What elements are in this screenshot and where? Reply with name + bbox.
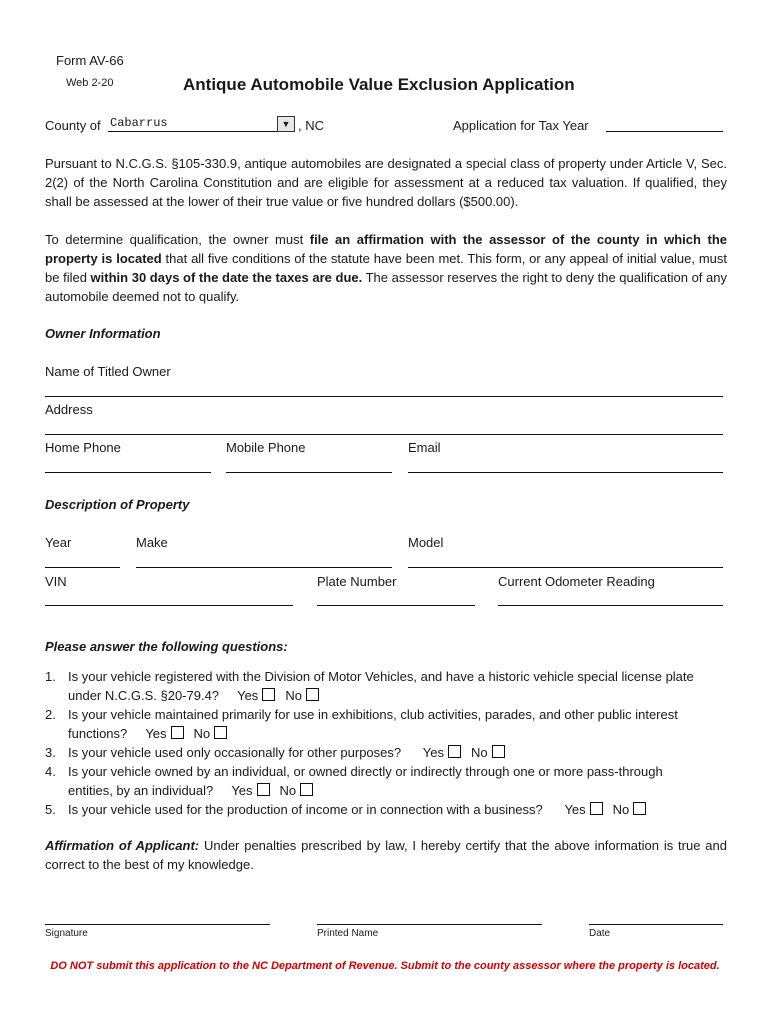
yes-label: Yes [564, 802, 586, 817]
intro-p2-part-c: that all five conditions of the statute have been met. This form, or any appeal of initial value, must be filed [45, 251, 727, 285]
email-label: Email [408, 440, 441, 455]
printed-name-field[interactable] [317, 924, 542, 925]
intro-p2-bold-a: file an affirmation with the assessor of the county in which the property is located [45, 232, 727, 266]
question-5 [45, 800, 735, 819]
question-1 [45, 667, 735, 705]
vin-field[interactable] [45, 605, 293, 606]
mobile-phone-label: Mobile Phone [226, 440, 306, 455]
q5-no-checkbox[interactable] [633, 802, 646, 815]
no-label: No [471, 745, 488, 760]
mobile-phone-field[interactable] [226, 472, 392, 473]
question-4 [45, 762, 735, 800]
q2-no-checkbox[interactable] [214, 726, 227, 739]
page-title: Antique Automobile Value Exclusion Application [183, 75, 575, 94]
no-label: No [279, 783, 297, 798]
footer-notice: DO NOT submit this application to the NC Department of Revenue. Submit to the county assessor where the property is located. [50, 960, 720, 972]
intro-paragraph-1: Pursuant to N.C.G.S. §105-330.9, antique automobiles are designated a special class of property under Article V, Sec. 2(2) of the North Carolina Constitution and are eligible for assessment at a reduced tax valuation. If qualified, they shall be assessed at the lower of their true value or five hundred dollars ($500.00). [45, 156, 727, 209]
email-field[interactable] [408, 472, 723, 473]
odometer-label: Current Odometer Reading [498, 574, 655, 589]
property-heading: Description of Property [45, 497, 190, 512]
county-select[interactable] [108, 116, 295, 132]
tax-year-label: Application for Tax Year [453, 118, 589, 133]
no-label: No [612, 802, 630, 817]
plate-number-field[interactable] [317, 605, 475, 606]
yes-label: Yes [422, 745, 445, 760]
affirmation-paragraph [45, 836, 727, 874]
question-text-cont: under N.C.G.S. §20-79.4? [68, 688, 220, 703]
vin-label: VIN [45, 574, 67, 589]
owner-name-label: Name of Titled Owner [45, 364, 171, 379]
make-field[interactable] [136, 567, 392, 568]
question-number: 4. [45, 764, 56, 779]
signature-field[interactable] [45, 924, 270, 925]
tax-year-field[interactable] [606, 131, 723, 132]
question-number: 5. [45, 802, 56, 817]
q3-no-checkbox[interactable] [492, 745, 505, 758]
question-text: Is your vehicle used for the production of income or in connection with a business? [68, 802, 543, 817]
chevron-down-icon[interactable]: ▼ [277, 116, 295, 132]
question-text-cont: entities, by an individual? [68, 783, 214, 798]
signature-label: Signature [45, 928, 88, 939]
question-text: Is your vehicle registered with the Division of Motor Vehicles, and have a historic vehicle special license plate [68, 669, 694, 684]
home-phone-label: Home Phone [45, 440, 121, 455]
question-text: Is your vehicle used only occasionally for other purposes? [68, 745, 402, 760]
intro-paragraph-2 [45, 230, 727, 306]
intro-p2-part-a: To determine qualification, the owner must [45, 232, 310, 247]
address-field[interactable] [45, 434, 723, 435]
q4-no-checkbox[interactable] [300, 783, 313, 796]
date-field[interactable] [589, 924, 723, 925]
address-label: Address [45, 402, 93, 417]
affirmation-text: Under penalties prescribed by law, I hereby certify that the above information is true and correct to the best of my knowledge. [45, 838, 727, 872]
yes-label: Yes [145, 726, 167, 741]
year-field[interactable] [45, 567, 120, 568]
form-number: Form AV-66 [56, 53, 124, 68]
intro-p2-part-e: The assessor reserves the right to deny the qualification of any automobile deemed not to qualify. [45, 270, 727, 304]
county-suffix: , NC [298, 118, 324, 133]
yes-label: Yes [237, 688, 259, 703]
q2-yes-checkbox[interactable] [171, 726, 184, 739]
questions-heading: Please answer the following questions: [45, 639, 288, 654]
model-field[interactable] [408, 567, 723, 568]
question-3 [45, 743, 735, 762]
question-2 [45, 705, 735, 743]
yes-label: Yes [231, 783, 253, 798]
q1-no-checkbox[interactable] [306, 688, 319, 701]
affirmation-heading: Affirmation of Applicant: [45, 838, 200, 853]
make-label: Make [136, 535, 168, 550]
county-selected-value: Cabarrus [110, 116, 168, 130]
web-version: Web 2-20 [66, 77, 114, 89]
question-number: 2. [45, 707, 56, 722]
question-number: 1. [45, 669, 56, 684]
no-label: No [285, 688, 302, 703]
q4-yes-checkbox[interactable] [257, 783, 270, 796]
county-label: County of [45, 118, 101, 133]
q1-yes-checkbox[interactable] [262, 688, 275, 701]
odometer-field[interactable] [498, 605, 723, 606]
plate-number-label: Plate Number [317, 574, 397, 589]
owner-heading: Owner Information [45, 326, 161, 341]
year-label: Year [45, 535, 72, 550]
home-phone-field[interactable] [45, 472, 211, 473]
question-text-cont: functions? [68, 726, 128, 741]
question-text: Is your vehicle maintained primarily for use in exhibitions, club activities, parades, and other public interest [68, 707, 678, 722]
q3-yes-checkbox[interactable] [448, 745, 461, 758]
q5-yes-checkbox[interactable] [590, 802, 603, 815]
intro-p2-bold-d: within 30 days of the date the taxes are due. [90, 270, 363, 285]
question-text: Is your vehicle owned by an individual, or owned directly or indirectly through one or more pass-through [68, 764, 663, 779]
owner-name-field[interactable] [45, 396, 723, 397]
printed-name-label: Printed Name [317, 928, 379, 939]
no-label: No [193, 726, 211, 741]
model-label: Model [408, 535, 444, 550]
question-number: 3. [45, 745, 56, 760]
date-label: Date [589, 928, 611, 939]
